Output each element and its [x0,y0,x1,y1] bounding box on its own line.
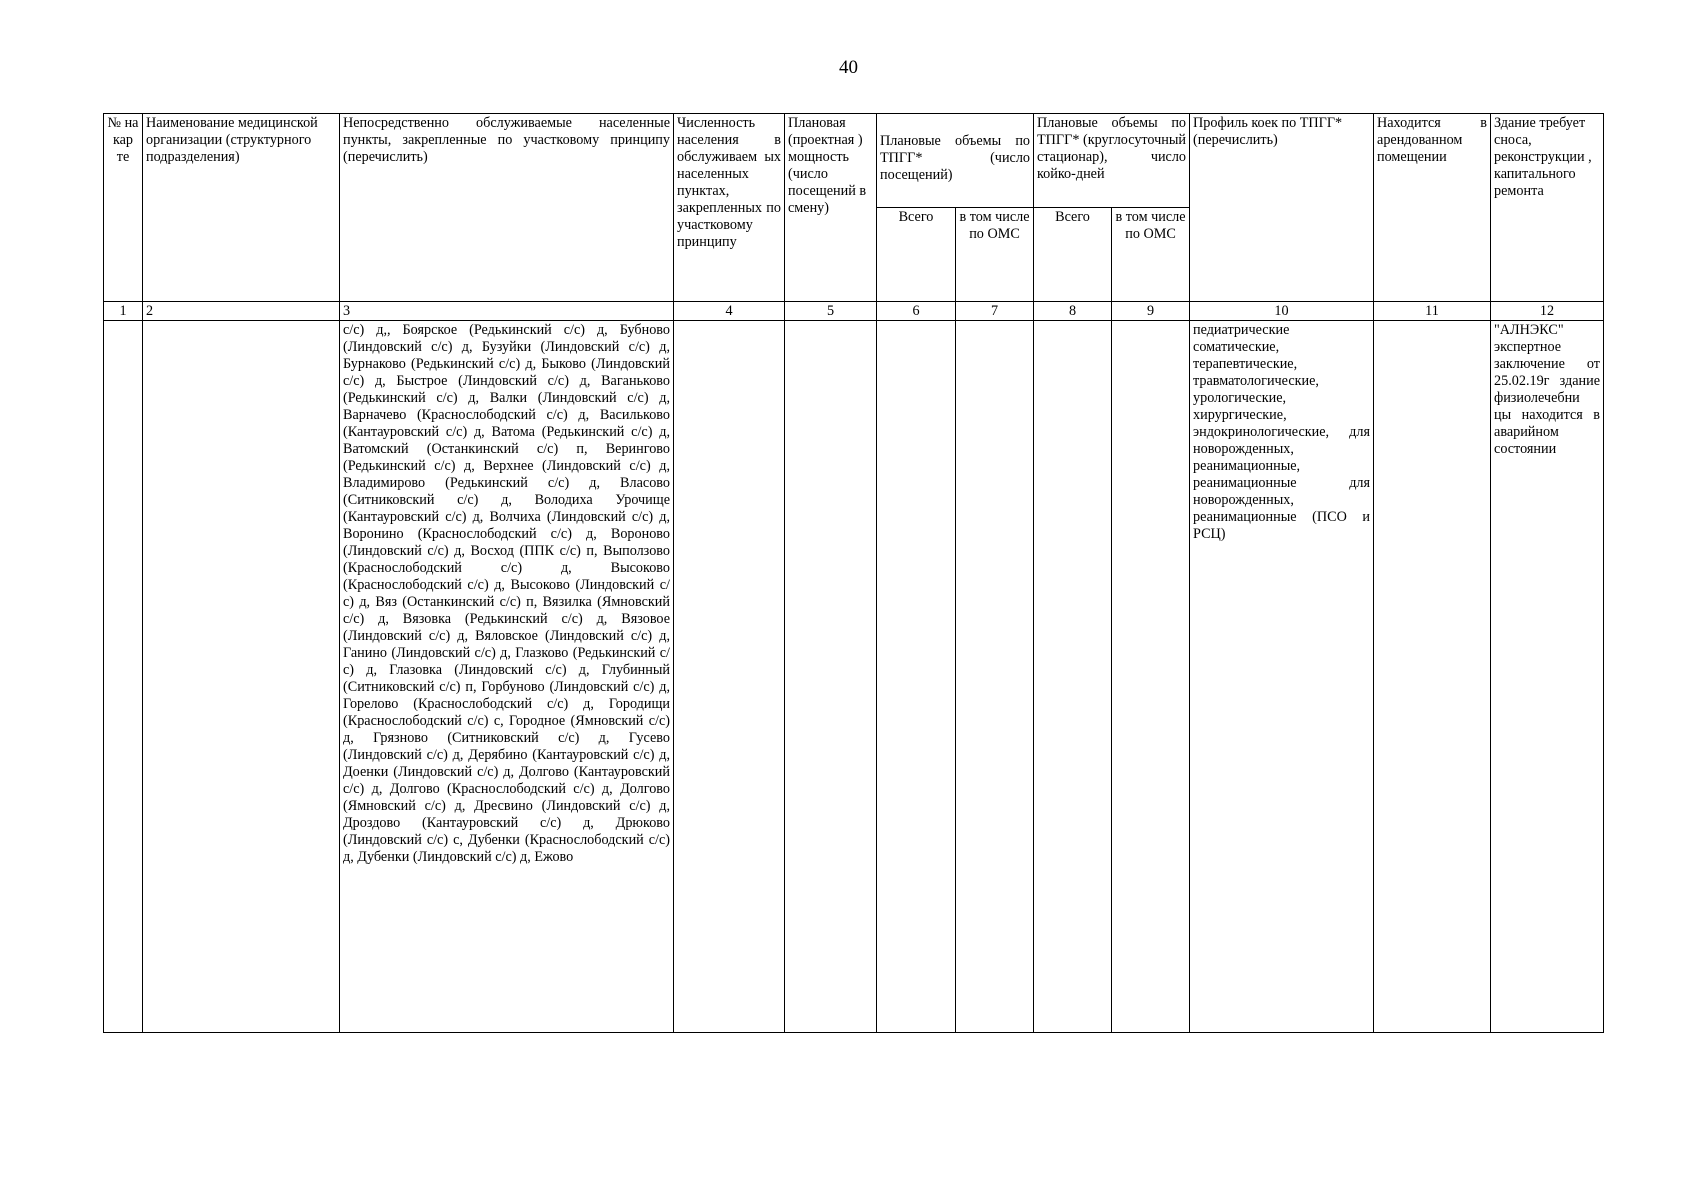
facilities-table [103,113,1604,1033]
column-number: 1 [104,302,143,321]
header-population: Численность населения в обслуживаем ых населенных пунктах, закрепленных по участковому принципу [674,114,785,302]
column-number: 5 [785,302,877,321]
cell-beddays-total [1034,321,1112,1033]
header-planned-capacity: Плановая (проектная ) мощность (число посещений в смену) [785,114,877,302]
table-row [104,321,1604,1033]
header-visits-total: Всего [877,208,956,302]
column-number: 12 [1491,302,1604,321]
header-rented-premises: Находится в арендованном помещении [1374,114,1491,302]
column-number: 4 [674,302,785,321]
header-beddays-oms: в том числе по ОМС [1112,208,1190,302]
header-building-status: Здание требует сноса, реконструкции , капитального ремонта [1491,114,1604,302]
column-number: 10 [1190,302,1374,321]
header-served-settlements: Непосредственно обслуживаемые населенные пункты, закрепленные по участковому принципу (перечислить) [340,114,674,302]
column-number: 8 [1034,302,1112,321]
column-number: 3 [340,302,674,321]
header-planned-visits-group: Плановые объемы по ТПГГ* (число посещений) [877,114,1034,208]
cell-served-settlements: с/с) д,, Боярское (Редькинский с/с) д, Бубново (Линдовский с/с) д, Бузуйки (Линдовский с/с) д, Бурнаково (Редькинский с/с) д, Быково (Линдовский с/с) д, Быстрое (Линдовский с/с) д, Ваганьково (Редькинский с/с) д, Валки (Линдовский с/с) д, Варначево (Краснослободский с/с) д, Васильково (Кантауровский с/с) д, Ватома (Редькинский с/с) д, Ватомский (Останкинский с/с) п, Верингово (Редькинский с/с) д, Верхнее (Линдовский с/с) д, Владимирово (Редькинский с/с) д, Власово (Ситниковский с/с) д, Володиха Урочище (Кантауровский с/с) д, Волчиха (Линдовский с/с) д, Воронино (Краснослободский с/с) д, Вороново (Линдовский с/с) д, Восход (ППК с/с) п, Выползово (Краснослободский с/с) д, Высоково (Краснослободский с/с) д, Высоково (Линдовский с/с) д, Вяз (Останкинский с/с) п, Вязилка (Ямновский с/с) д, Вязовка (Редькинский с/с) д, Вязовое (Линдовский с/с) д, Вяловское (Линдовский с/с) д, Ганино (Линдовский с/с) д, Глазково (Редькинский с/с) д, Глазовка (Линдовский с/с) д, Глубинный (Ситниковский с/с) п, Горбуново (Линдовский с/с) д, Горелово (Краснослободский с/с) д, Городищи (Краснослободский с/с) с, Городное (Ямновский с/с) д, Грязново (Ситниковский с/с) д, Гусево (Линдовский с/с) д, Дерябино (Кантауровский с/с) д, Доенки (Линдовский с/с) д, Долгово (Кантауровский с/с) д, Долгово (Краснослободский с/с) д, Долгово (Ямновский с/с) д, Дресвино (Линдовский с/с) д, Дроздово (Кантауровский с/с) д, Дрюково (Линдовский с/с) с, Дубенки (Краснослободский с/с) д, Дубенки (Линдовский с/с) д, Ежово [340,321,674,1033]
column-numbers-row [104,302,1604,321]
header-planned-beddays-group: Плановые объемы по ТПГГ* (круглосуточный стационар), число койко-дней [1034,114,1190,208]
cell-visits-oms [956,321,1034,1033]
cell-beddays-oms [1112,321,1190,1033]
cell-visits-total [877,321,956,1033]
cell-rented-premises [1374,321,1491,1033]
column-number: 6 [877,302,956,321]
header-row-1 [104,114,1604,208]
header-organization-name: Наименование медицинской организации (структурного подразделения) [143,114,340,302]
cell-bed-profile: педиатрические соматические, терапевтические, травматологические, урологические, хирургические, эндокринологические, для новорожденных, реанимационные, реанимационные для новорожденных, реанимационные (ПСО и РСЦ) [1190,321,1374,1033]
cell-organization-name [143,321,340,1033]
column-number: 9 [1112,302,1190,321]
header-visits-oms: в том числе по ОМС [956,208,1034,302]
header-number-on-map: № на кар те [104,114,143,302]
cell-building-status: "АЛНЭКС" экспертное заключение от 25.02.19г здание физиолечебни цы находится в аварийном состоянии [1491,321,1604,1033]
header-beddays-total: Всего [1034,208,1112,302]
header-bed-profile: Профиль коек по ТПГГ* (перечислить) [1190,114,1374,302]
cell-number-on-map [104,321,143,1033]
cell-population [674,321,785,1033]
page-number: 40 [839,57,858,78]
column-number: 7 [956,302,1034,321]
column-number: 2 [143,302,340,321]
cell-planned-capacity [785,321,877,1033]
column-number: 11 [1374,302,1491,321]
